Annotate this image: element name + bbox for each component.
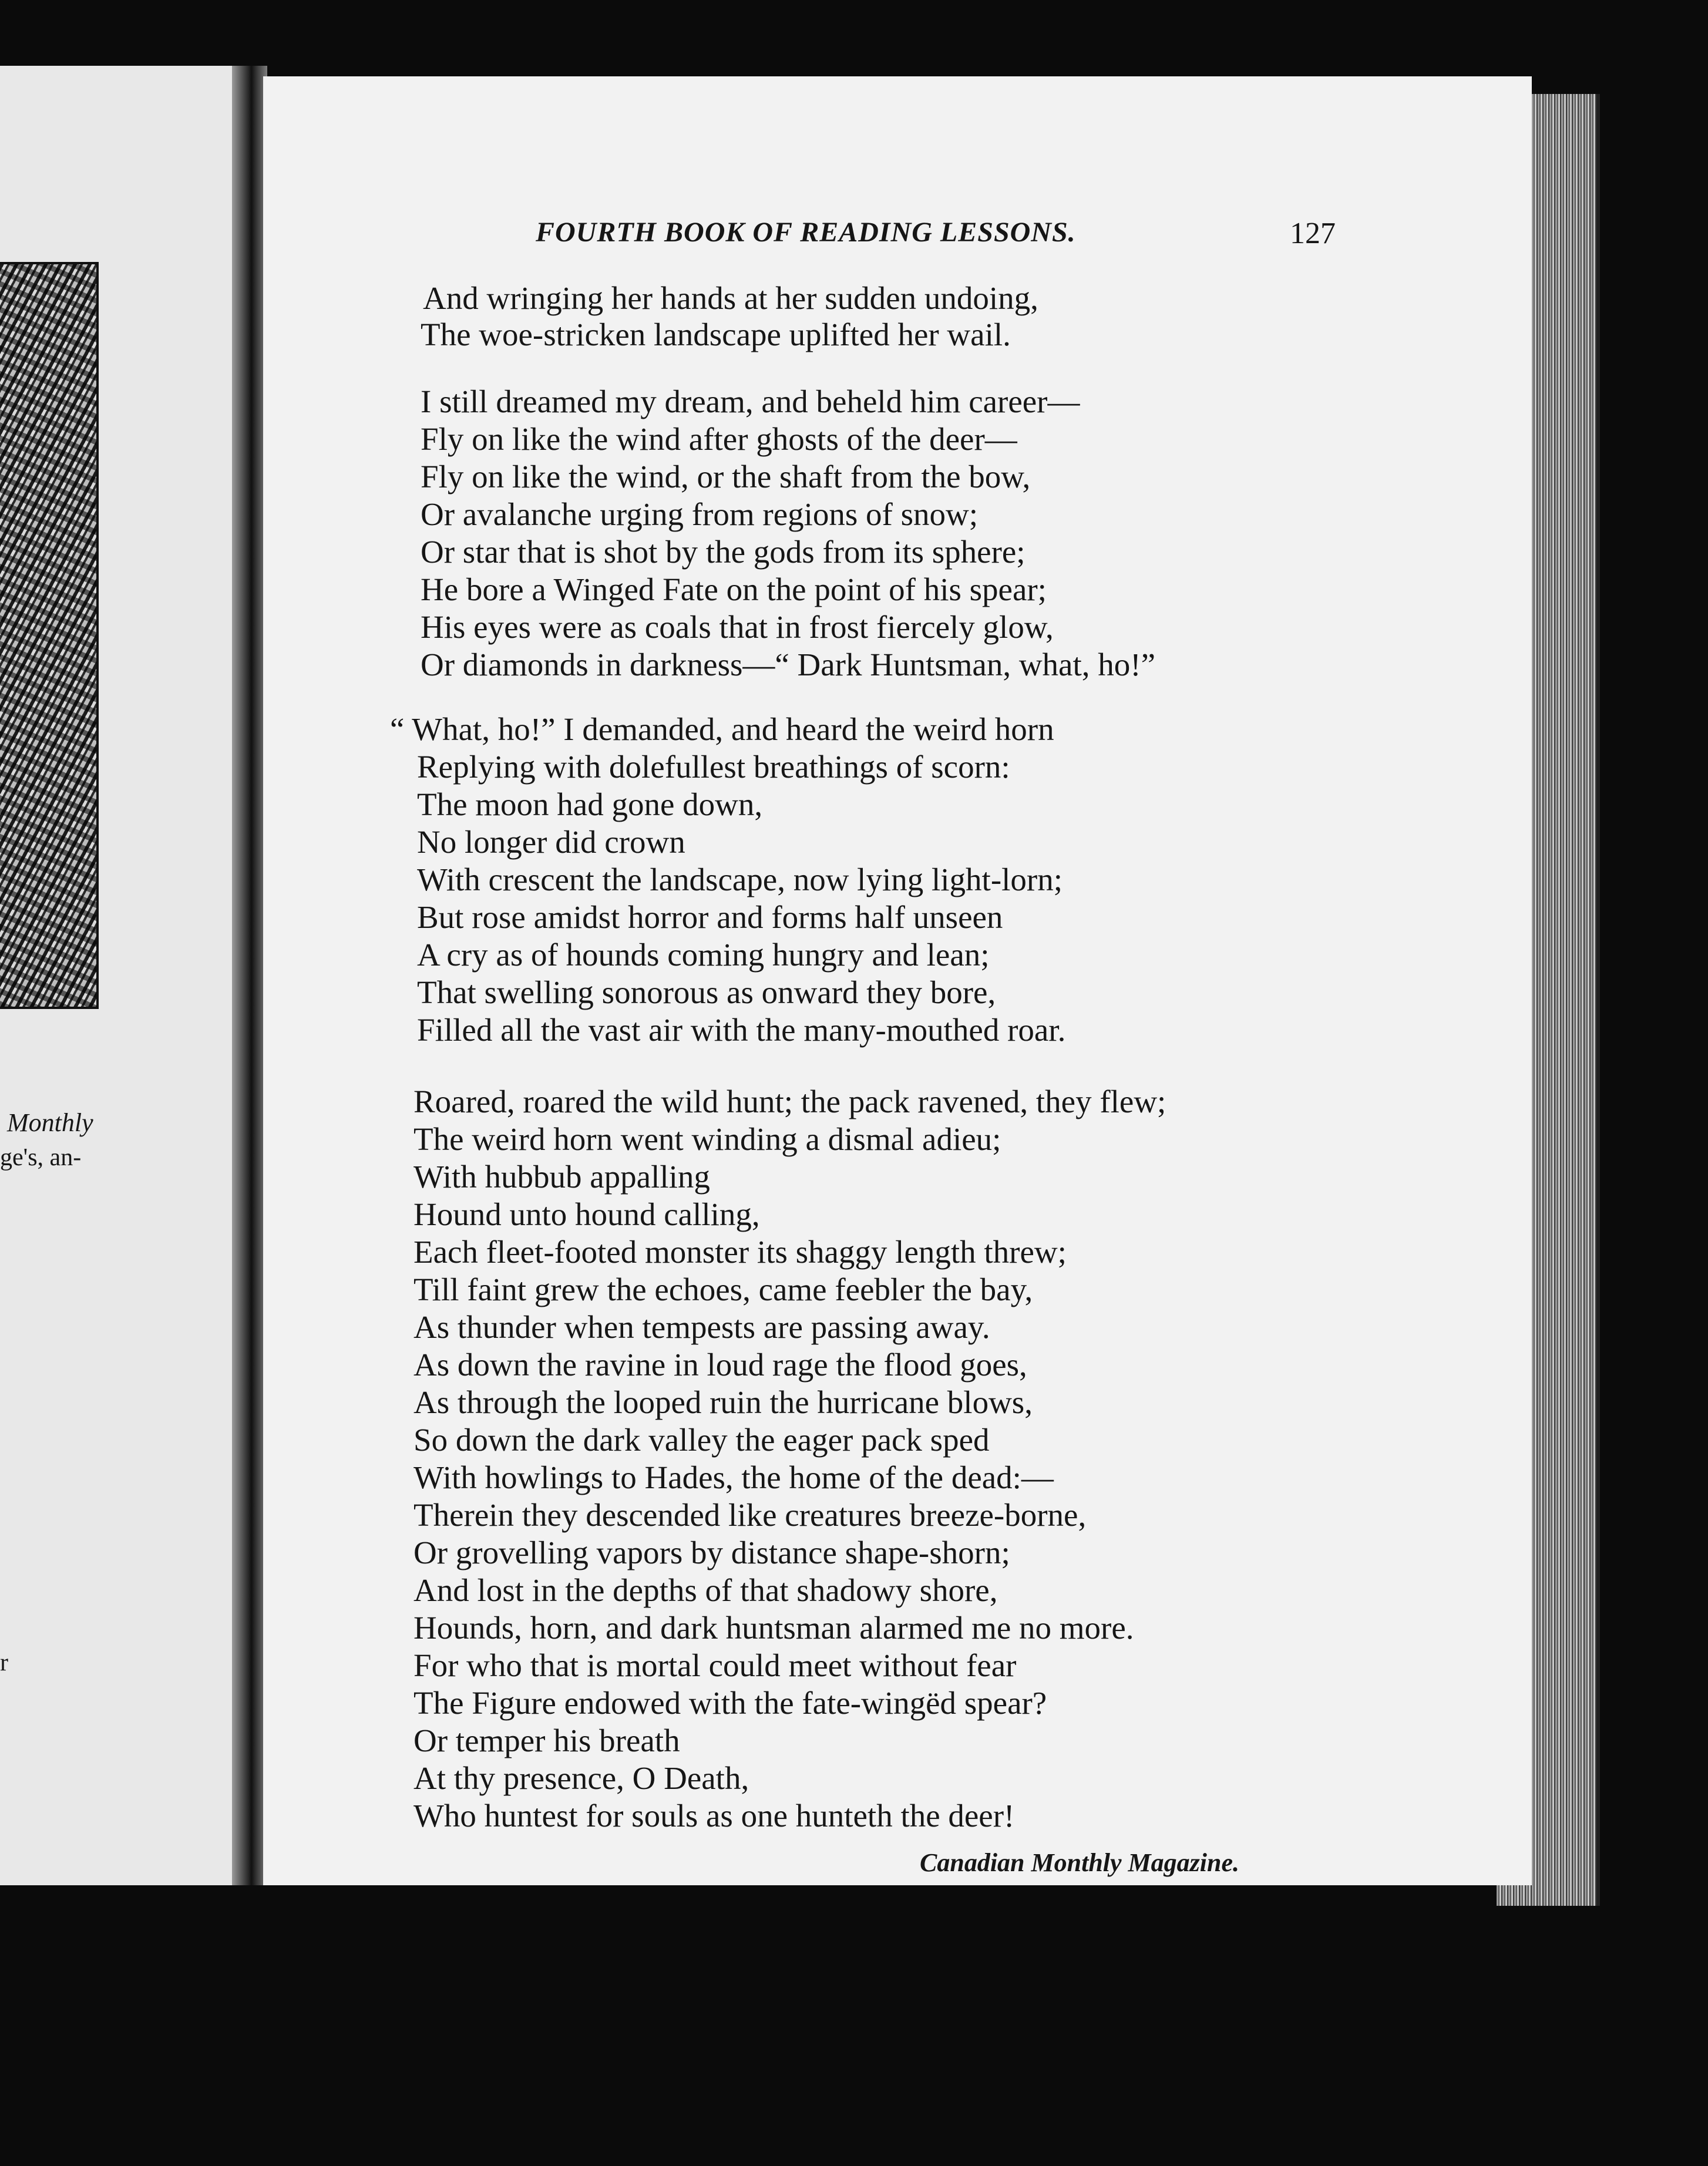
poem-line: Or star that is shot by the gods from its sphere;: [421, 534, 1026, 570]
poem-line: As thunder when tempests are passing away.: [413, 1309, 990, 1345]
running-title: FOURTH BOOK OF READING LESSONS.: [536, 217, 1076, 248]
poem-line: Replying with dolefullest breathings of scorn:: [417, 749, 1010, 785]
engraving-illustration: [0, 262, 99, 1009]
poem-line: But rose amidst horror and forms half unseen: [417, 899, 1003, 935]
poem-line: With crescent the landscape, now lying light-lorn;: [417, 862, 1063, 897]
poem-line: His eyes were as coals that in frost fiercely glow,: [421, 609, 1054, 645]
right-page: [263, 76, 1532, 1885]
page-number: 127: [1290, 217, 1336, 250]
poem-line: Fly on like the wind after ghosts of the deer—: [421, 421, 1017, 457]
poem-line: He bore a Winged Fate on the point of his spear;: [421, 571, 1047, 607]
poem-line: At thy presence, O Death,: [413, 1760, 749, 1796]
poem-line: Who huntest for souls as one hunteth the deer!: [413, 1798, 1015, 1834]
poem-line: No longer did crown: [417, 824, 685, 860]
poem-line: For who that is mortal could meet without fear: [413, 1647, 1017, 1683]
poem-line: And wringing her hands at her sudden undoing,: [423, 280, 1038, 316]
poem-line: Or diamonds in darkness—“ Dark Huntsman, what, ho!”: [421, 647, 1155, 682]
left-page-fragment: Monthly: [7, 1108, 93, 1137]
poem-line: Fly on like the wind, or the shaft from the bow,: [421, 459, 1031, 495]
book-gutter: [232, 66, 267, 1885]
poem-line: The weird horn went winding a dismal adieu;: [413, 1121, 1001, 1157]
poem-line: As down the ravine in loud rage the flood goes,: [413, 1347, 1027, 1383]
poem-line: And lost in the depths of that shadowy shore,: [413, 1572, 998, 1608]
poem-line: Roared, roared the wild hunt; the pack ravened, they flew;: [413, 1084, 1166, 1119]
left-page-fragment: r: [0, 1649, 8, 1676]
poem-line: Filled all the vast air with the many-mouthed roar.: [417, 1012, 1066, 1048]
poem-line: That swelling sonorous as onward they bore,: [417, 974, 996, 1010]
left-page: [0, 66, 232, 1885]
poem-line: Hound unto hound calling,: [413, 1196, 760, 1232]
poem-line: The Figure endowed with the fate-wingëd spear?: [413, 1685, 1047, 1721]
poem-line: The moon had gone down,: [417, 786, 763, 822]
poem-line: The woe-stricken landscape uplifted her wail.: [421, 317, 1011, 352]
poem-line: With hubbub appalling: [413, 1159, 710, 1195]
poem-line: I still dreamed my dream, and beheld him career—: [421, 384, 1080, 419]
poem-line: Or avalanche urging from regions of snow;: [421, 496, 979, 532]
poem-line: Till faint grew the echoes, came feebler the bay,: [413, 1272, 1033, 1307]
poem-line: As through the looped ruin the hurricane blows,: [413, 1384, 1033, 1420]
poem-line: A cry as of hounds coming hungry and lean;: [417, 937, 990, 973]
poem-line: With howlings to Hades, the home of the dead:—: [413, 1459, 1054, 1495]
poem-line: Hounds, horn, and dark huntsman alarmed me no more.: [413, 1610, 1134, 1646]
poem-line: Each fleet-footed monster its shaggy length threw;: [413, 1234, 1067, 1270]
attribution: Canadian Monthly Magazine.: [920, 1848, 1240, 1877]
left-page-fragment: ge's, an-: [0, 1144, 82, 1171]
poem-line: So down the dark valley the eager pack sped: [413, 1422, 990, 1458]
poem-line: “ What, ho!” I demanded, and heard the weird horn: [390, 711, 1054, 747]
poem-line: Or grovelling vapors by distance shape-shorn;: [413, 1535, 1010, 1570]
poem-line: Therein they descended like creatures breeze-borne,: [413, 1497, 1087, 1533]
poem-line: Or temper his breath: [413, 1723, 680, 1758]
